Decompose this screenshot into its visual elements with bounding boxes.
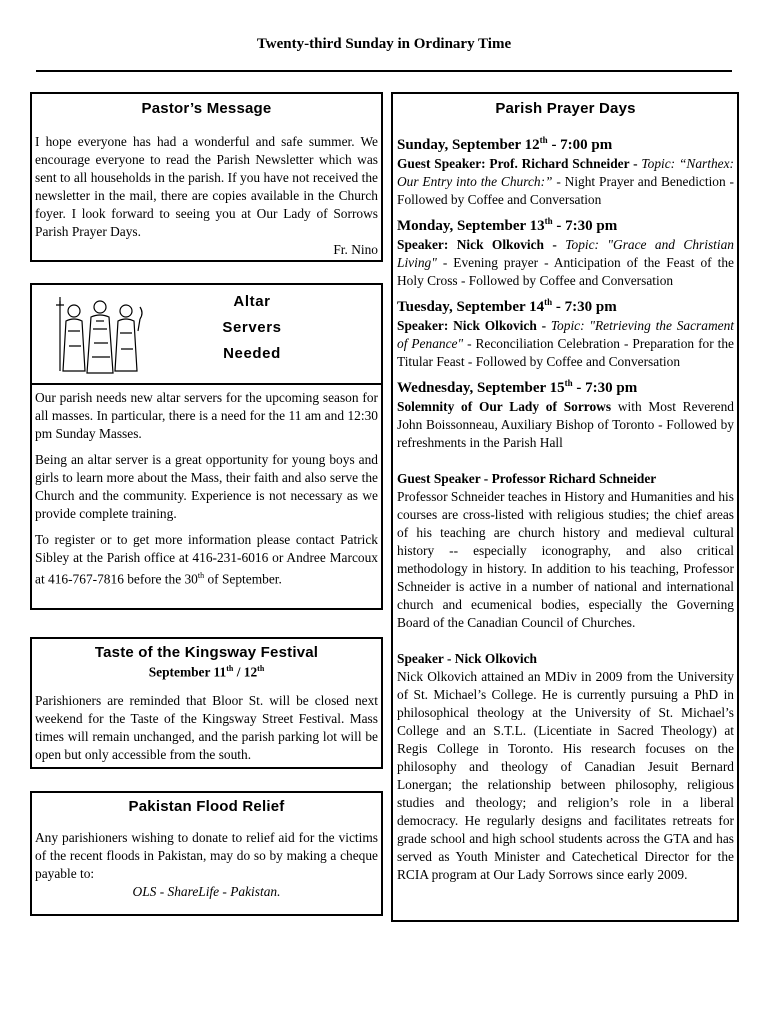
prayer-day-monday-details: Speaker: Nick Olkovich - Topic: "Grace and Christian Living" - Evening prayer - Anticipation of the Feast of the Holy Cross - Followed by Coffee and Conversation	[397, 237, 735, 288]
parish-prayer-days-box	[391, 92, 739, 922]
olkovich-bio-body: Nick Olkovich attained an MDiv in 2009 from the University of St. Michael’s College. He is currently pursuing a PhD in philosophical theology at the University of St. Michael’s College and an S.T.L. (Licentiate in Sacred Theology) at Regis College in Toronto. His research focuses on the philosophy and theology of Canadian Jesuit Bernard Lonergan; the relationship between philosophy, religious studies and theology; and religion’s role in a liberal democracy. He regularly designs and facilitates retreats for grade school and high school students across the GTA and has served as Youth Minister and Catechetical Director for the RCIA program at Our Lady Sorrows since early 2009.	[397, 669, 734, 882]
taste-of-kingsway-title: Taste of the Kingsway Festival	[94, 644, 319, 661]
altar-servers-heading	[182, 289, 322, 367]
pastors-message-box	[30, 92, 383, 262]
pakistan-flood-relief-title: Pakistan Flood Relief	[128, 798, 285, 815]
prayer-day-wednesday-details: Solemnity of Our Lady of Sorrows with Most Reverend John Boissonneau, Auxiliary Bishop of Toronto - Followed by refreshments in the Parish Hall	[397, 399, 734, 450]
pastors-message-title: Pastor’s Message	[141, 100, 272, 117]
prayer-day-sunday: Sunday, September 12th - 7:00 pm	[397, 135, 613, 153]
altar-servers-body-box	[30, 383, 383, 610]
pakistan-flood-relief-body: Any parishioners wishing to donate to relief aid for the victims of the recent floods in Pakistan, may do so by making a cheque payable to:	[35, 830, 378, 881]
altar-heading-line3: Needed	[223, 345, 281, 362]
schneider-bio-title: Guest Speaker - Professor Richard Schneider	[397, 471, 657, 486]
title-divider	[36, 70, 732, 72]
altar-heading-line2: Servers	[222, 319, 282, 336]
page-title: Twenty-third Sunday in Ordinary Time	[256, 36, 512, 52]
altar-servers-illustration-icon	[52, 291, 148, 377]
altar-heading-line1: Altar	[233, 293, 271, 310]
taste-of-kingsway-box	[30, 637, 383, 769]
altar-paragraph-3: To register or to get more information please contact Patrick Sibley at the Parish office at 416-231-6016 or Andree Marcoux at 416-767-7816 before the 30th of September.	[35, 532, 378, 587]
pastors-message-body: I hope everyone has had a wonderful and safe summer. We encourage everyone to read the Parish Newsletter which was sent to all households in the parish. If you have not received the newsletter in the mail, there are copies available in the Church foyer. I look forward to seeing you at Our Lady of Sorrows Parish Prayer Days.	[35, 134, 378, 239]
schneider-bio-body: Professor Schneider teaches in History and Humanities and his courses are cross-listed with religious studies; the chief areas of his teaching are church history and medieval cultural history -- especially iconography, and also critical methodology in history. In addition to his teaching, Professor Schneider is active in a number of national and international church and ecumenical bodies, especially the Governing Board of the Canadian Council of Churches.	[397, 489, 734, 630]
olkovich-bio-title: Speaker - Nick Olkovich	[397, 651, 537, 666]
taste-of-kingsway-body: Parishioners are reminded that Bloor St. will be closed next weekend for the Taste of the Kingsway Street Festival. Mass times will remain unchanged, and the parish parking lot will be open but only accessible from the south.	[35, 693, 378, 763]
pakistan-cheque-payee: OLS - ShareLife - Pakistan.	[132, 884, 281, 899]
prayer-day-sunday-details: Guest Speaker: Prof. Richard Schneider - Topic: “Narthex: Our Entry into the Church:” - Night Prayer and Benediction - Followed by Coffee and Conversation	[397, 156, 734, 207]
altar-servers-header-box	[30, 283, 383, 385]
altar-paragraph-2: Being an altar server is a great opportunity for young boys and girls to learn more about the Mass, their faith and also serve the Church and the community. Experience is not necessary as we provide complete training.	[35, 452, 378, 521]
altar-paragraph-1: Our parish needs new altar servers for the upcoming season for all masses. In particular, there is a need for the 11 am and 12:30 pm Sunday Masses.	[35, 390, 378, 441]
pastors-signature: Fr. Nino	[333, 242, 378, 257]
prayer-day-monday: Monday, September 13th - 7:30 pm	[397, 216, 618, 234]
pakistan-flood-relief-box	[30, 791, 383, 916]
parish-prayer-days-title: Parish Prayer Days	[495, 100, 636, 117]
prayer-day-wednesday: Wednesday, September 15th - 7:30 pm	[397, 378, 638, 396]
taste-of-kingsway-date: September 11th / 12th	[148, 664, 265, 680]
prayer-day-tuesday-details: Speaker: Nick Olkovich - Topic: "Retrieving the Sacrament of Penance" - Reconciliation Celebration - Preparation for the Titular Feast - Followed by Coffee and Conversation	[397, 318, 735, 369]
prayer-day-tuesday: Tuesday, September 14th - 7:30 pm	[397, 297, 617, 315]
